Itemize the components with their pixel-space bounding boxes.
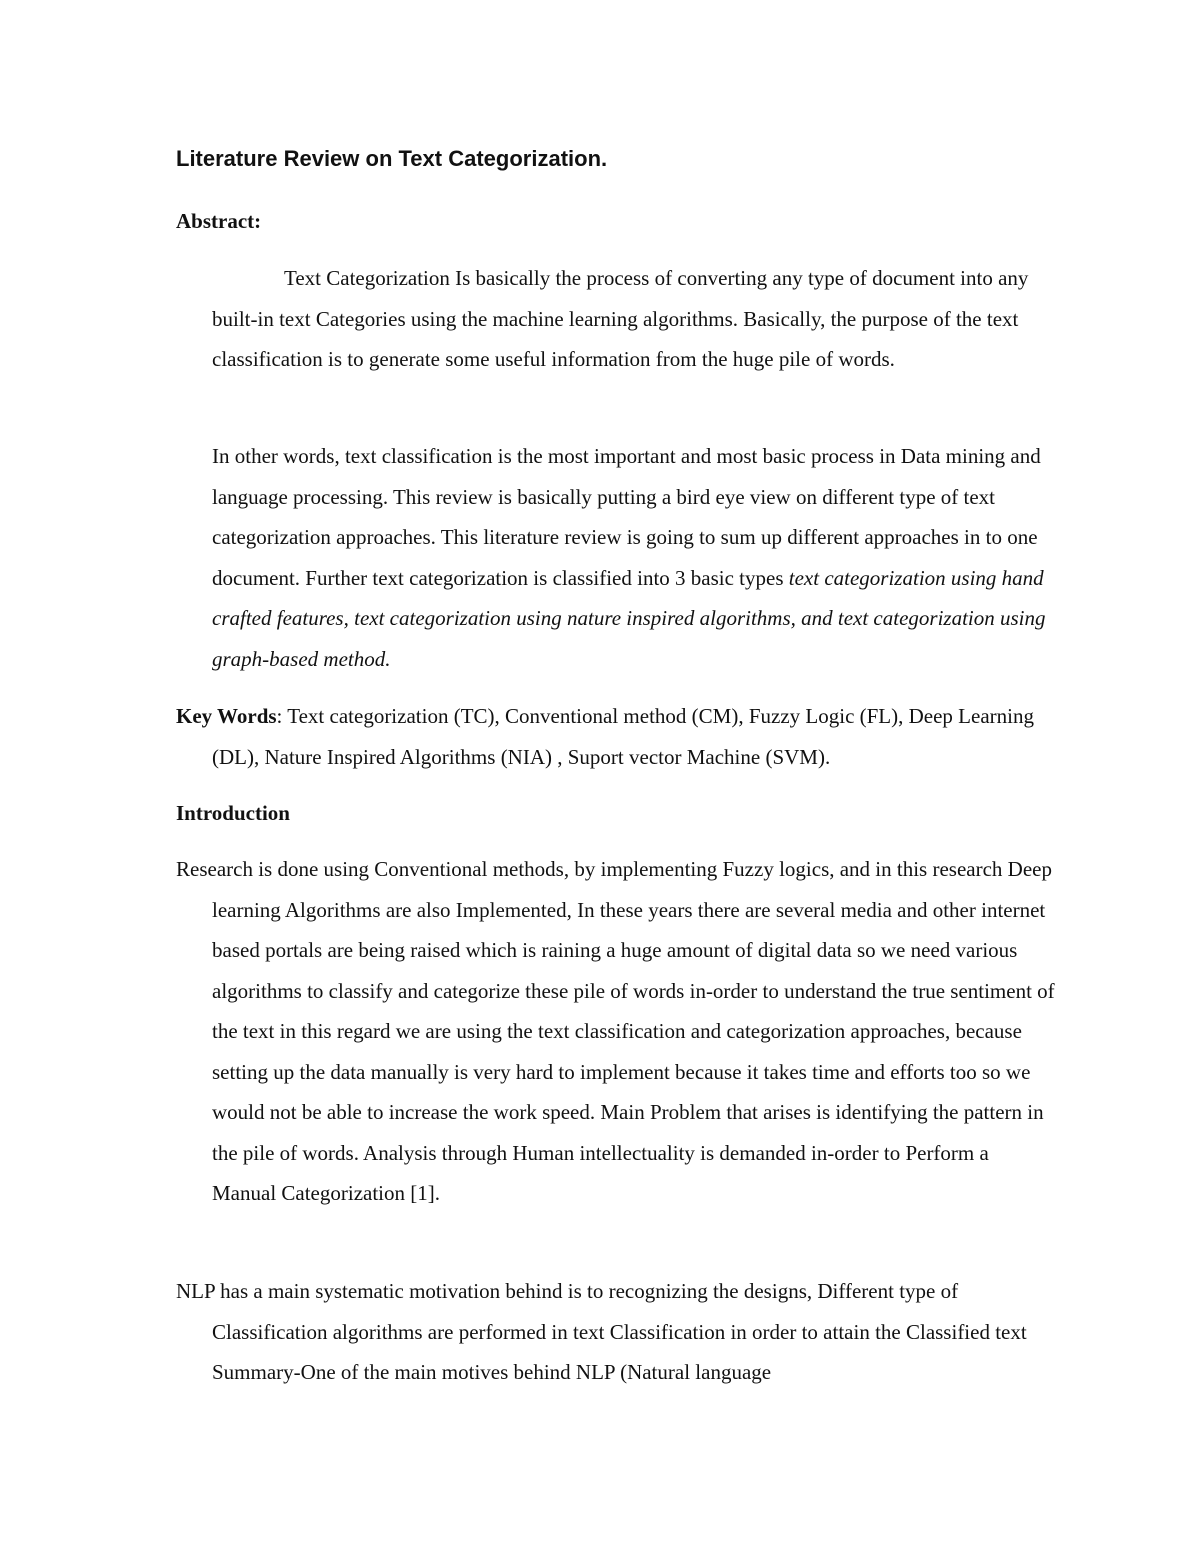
- abstract-heading: Abstract:: [176, 209, 262, 233]
- abstract-paragraph-2-italic: text categorization using hand crafted features, text categorization using nature inspired algorithms, and text categorization using graph-based method: [212, 565, 1046, 671]
- abstract-paragraph-2-text: In other words, text classification is the most important and most basic process in Data mining and language processing. This review is basically putting a bird eye view on different type of text categorization approaches. This literature review is going to sum up different approaches in to one document. Further text categorization is classified into 3 basic types: [212, 444, 1041, 590]
- introduction-paragraph-1: Research is done using Conventional methods, by implementing Fuzzy logics, and in this research Deep learning Algorithms are also Implemented, In these years there are several media and other internet based portals are being raised which is raining a huge amount of digital data so we need various algorithms to classify and categorize these pile of words in-order to understand the true sentiment of the text in this regard we are using the text classification and categorization approaches, because setting up the data manually is very hard to implement because it takes time and efforts too so we would not be able to increase the work speed. Main Problem that arises is identifying the pattern in the pile of words. Analysis through Human intellectuality is demanded in-order to Perform a Manual Categorization [1].: [176, 857, 1055, 1205]
- introduction-heading: Introduction: [176, 801, 290, 825]
- document-title: Literature Review on Text Categorization.: [176, 146, 608, 171]
- keywords-paragraph: [176, 696, 1058, 777]
- keywords-text: : Text categorization (TC), Conventional method (CM), Fuzzy Logic (FL), Deep Learning (DL), Nature Inspired Algorithms (NIA) , Suport vector Machine (SVM).: [212, 704, 1034, 769]
- abstract-paragraph-2: [212, 436, 1058, 679]
- introduction-paragraph-2: NLP has a main systematic motivation behind is to recognizing the designs, Different type of Classification algorithms are performed in text Classification in order to attain the Classified text Summary-One of the main motives behind NLP (Natural language: [176, 1279, 1027, 1384]
- abstract-paragraph-2-end: .: [385, 646, 391, 671]
- abstract-paragraph-1: Text Categorization Is basically the process of converting any type of document into any built-in text Categories using the machine learning algorithms. Basically, the purpose of the text classification is to generate some useful information from the huge pile of words.: [212, 266, 1029, 371]
- keywords-label: Key Words: [176, 704, 277, 728]
